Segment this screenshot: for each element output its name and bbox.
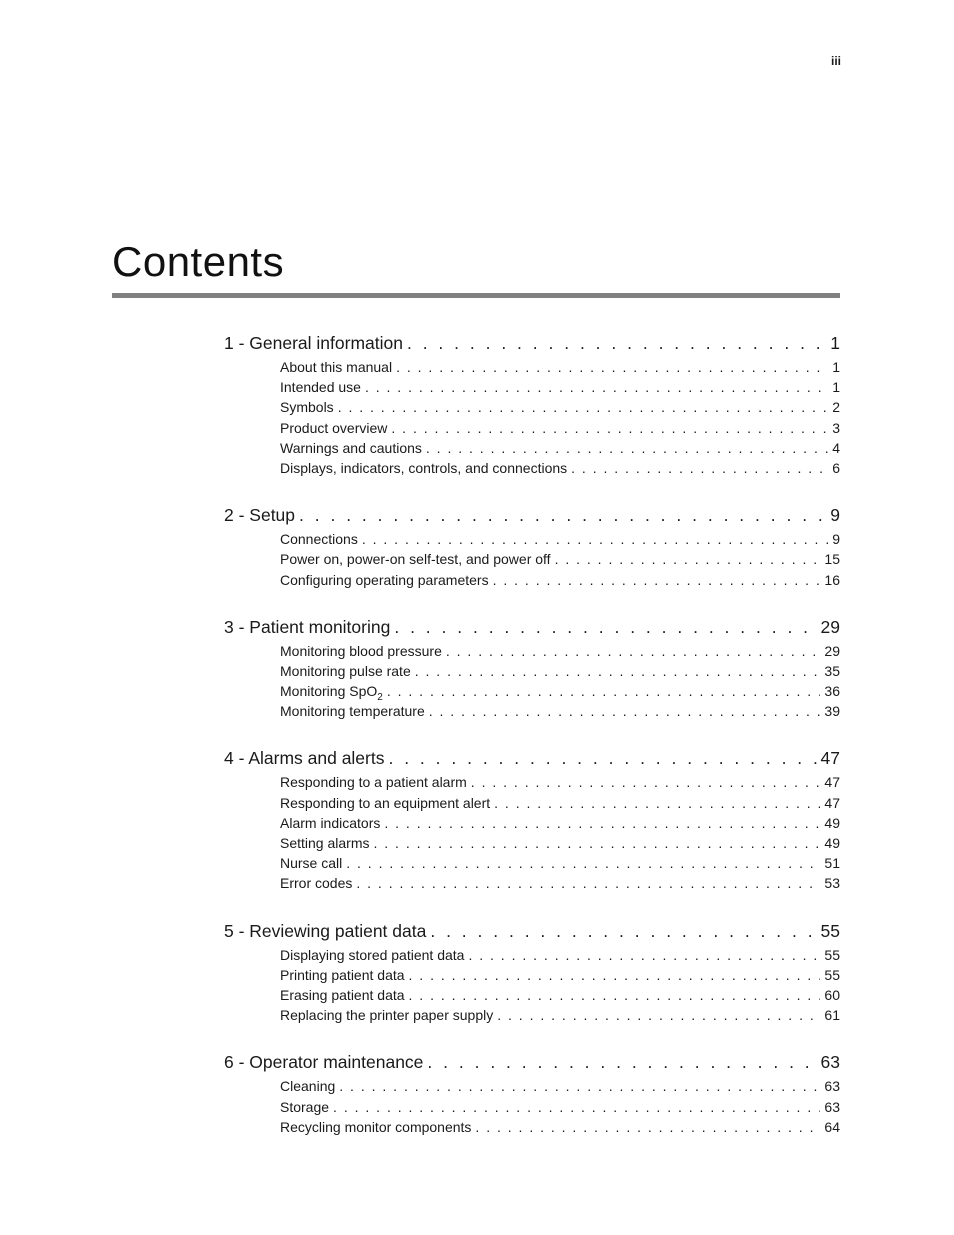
dot-leader: [365, 377, 828, 397]
page-number: iii: [830, 54, 841, 68]
toc-chapter-entry-label: 5 - Reviewing patient data: [224, 920, 427, 941]
dot-leader: [446, 641, 821, 661]
toc-section-entry-label: Setting alarms: [280, 835, 370, 851]
toc-chapter-entry[interactable]: [224, 502, 840, 529]
dot-leader: [346, 853, 820, 873]
toc-section-entry-label: Cleaning: [280, 1078, 336, 1095]
toc-section-entry-page: 55: [824, 946, 840, 963]
toc-section-entry[interactable]: [280, 772, 840, 792]
toc-section-entry-label: Monitoring pulse rate: [280, 662, 411, 679]
toc-section-entry-label: Nurse call: [280, 855, 343, 872]
toc-chapter: [224, 502, 840, 590]
dot-leader: [333, 1097, 820, 1117]
toc-section-entry-label: Responding to an equipment alert: [280, 794, 491, 811]
toc-section-entry[interactable]: [280, 529, 840, 549]
toc-section-entry-label: Displays, indicators, controls, and connections: [280, 459, 568, 476]
toc-section-entry[interactable]: [280, 549, 840, 569]
dot-leader: [384, 813, 820, 833]
dot-leader: [356, 873, 820, 893]
dot-leader: [394, 614, 816, 641]
toc-section-entry-label: Alarm indicators: [280, 814, 381, 831]
dot-leader: [339, 1076, 820, 1096]
dot-leader: [407, 330, 826, 357]
toc-section-entry[interactable]: [280, 813, 840, 833]
toc-chapter-entry[interactable]: [224, 918, 840, 945]
toc-chapter: [224, 918, 840, 1026]
toc-section-entry-label: Symbols: [280, 399, 334, 416]
toc-section-entry[interactable]: [280, 1097, 840, 1117]
toc-section-entry-page: 49: [824, 814, 840, 831]
toc-section-entry-label: Monitoring temperature: [280, 703, 425, 720]
dot-leader: [471, 772, 821, 792]
toc-section-entry[interactable]: [280, 853, 840, 873]
toc-section-entry-page: 4: [832, 439, 840, 456]
dot-leader: [387, 681, 821, 701]
toc-section-entry[interactable]: [280, 965, 840, 985]
dot-leader: [362, 529, 828, 549]
title-rule: [112, 293, 840, 298]
dot-leader: [427, 1049, 816, 1076]
toc-section-entry-page: 1: [832, 379, 840, 396]
toc-chapter-entry-label: 1 - General information: [224, 333, 403, 353]
dot-leader: [391, 418, 828, 438]
toc-section-entry-page: 60: [824, 986, 840, 1003]
toc-section-entry-page: 35: [824, 662, 840, 679]
toc-chapter-entry-label: 2 - Setup: [224, 505, 296, 526]
page-title: Contents: [112, 238, 285, 285]
toc-chapter-entry-page: 1: [830, 333, 840, 353]
toc-chapter-entry-label: 3 - Patient monitoring: [224, 616, 391, 637]
toc-section-entry-label: Displaying stored patient data: [280, 946, 465, 963]
toc-chapter-entry[interactable]: [224, 1049, 840, 1076]
toc-section-entry[interactable]: [280, 641, 840, 661]
toc-section-entry-page: 39: [824, 703, 840, 720]
toc-section-entry[interactable]: [280, 833, 840, 853]
dot-leader: [338, 397, 829, 417]
toc-chapter: [224, 614, 840, 722]
toc-section-entry-label: Monitoring blood pressure: [280, 642, 442, 659]
toc-section-entry-page: 3: [832, 419, 840, 436]
toc-section-entry-page: 47: [824, 774, 840, 791]
dot-leader: [429, 701, 821, 721]
toc-section-entry-label: Printing patient data: [280, 966, 405, 983]
dot-leader: [426, 438, 828, 458]
toc-chapter-entry[interactable]: [224, 330, 840, 357]
toc-chapter-entry-label: 6 - Operator maintenance: [224, 1052, 424, 1073]
dot-leader: [497, 1005, 820, 1025]
toc-section-entry-page: 47: [824, 794, 840, 811]
toc-section-entry-label: Connections: [280, 531, 358, 548]
toc-section-entry-page: 63: [824, 1078, 840, 1095]
toc-section-entry-label: Responding to a patient alarm: [280, 774, 467, 791]
toc-section-entry[interactable]: [280, 377, 840, 397]
toc-chapter-entry-page: 9: [830, 505, 840, 526]
dot-leader: [571, 458, 828, 478]
subscript: 2: [377, 691, 383, 703]
toc-section-entry-page: 2: [832, 399, 840, 416]
table-of-contents: [224, 330, 840, 1161]
toc-section-entry[interactable]: [280, 873, 840, 893]
toc-section-entry[interactable]: [280, 701, 840, 721]
toc-section-entry-label: About this manual: [280, 359, 393, 375]
toc-section-entry-page: 51: [824, 855, 840, 872]
toc-section-entry[interactable]: [280, 1076, 840, 1096]
toc-section-entry[interactable]: [280, 357, 840, 377]
toc-section-entry-page: 36: [824, 683, 840, 700]
toc-chapter-entry-label: 4 - Alarms and alerts: [224, 748, 385, 769]
dot-leader: [475, 1117, 820, 1137]
toc-chapter-entry-page: 29: [820, 616, 840, 637]
dot-leader: [494, 793, 820, 813]
dot-leader: [493, 570, 821, 590]
toc-section-entry-label: Configuring operating parameters: [280, 571, 489, 588]
toc-section-entry[interactable]: [280, 397, 840, 417]
toc-section-entry[interactable]: [280, 1005, 840, 1025]
toc-section-entry-label: Monitoring SpO$_2$: [280, 683, 383, 703]
toc-section-entry[interactable]: [280, 793, 840, 813]
toc-chapter-entry[interactable]: [224, 614, 840, 641]
toc-section-entry-page: 29: [824, 642, 840, 659]
toc-chapter-entry[interactable]: [224, 745, 840, 772]
toc-section-entry-page: 53: [824, 875, 840, 892]
toc-section-entry-label: Replacing the printer paper supply: [280, 1007, 494, 1024]
toc-section-entry-page: 55: [824, 966, 840, 983]
toc-section-entry[interactable]: [280, 681, 840, 701]
toc-section-entry-page: 64: [824, 1118, 840, 1135]
dot-leader: [555, 549, 821, 569]
dot-leader: [415, 661, 821, 681]
toc-section-entry-page: 61: [824, 1007, 840, 1024]
toc-section-entry-page: 6: [832, 459, 840, 476]
dot-leader: [388, 745, 816, 772]
dot-leader: [396, 357, 828, 377]
toc-chapter: [224, 1049, 840, 1137]
toc-section-entry[interactable]: [280, 438, 840, 458]
toc-section-entry-label: Erasing patient data: [280, 986, 405, 1003]
toc-chapter-entry-page: 47: [820, 748, 840, 769]
toc-section-entry-page: 15: [824, 551, 840, 568]
toc-section-entry-label: Error codes: [280, 875, 353, 892]
toc-section-entry[interactable]: [280, 985, 840, 1005]
toc-section-entry[interactable]: [280, 458, 840, 478]
toc-section-entry-label: Storage: [280, 1098, 330, 1115]
toc-section-entry-label: Product overview: [280, 419, 388, 436]
toc-section-entry-page: 1: [832, 359, 840, 375]
toc-section-entry-label: Recycling monitor components: [280, 1118, 472, 1135]
toc-section-entry[interactable]: [280, 661, 840, 681]
dot-leader: [409, 985, 821, 1005]
dot-leader: [468, 945, 820, 965]
toc-chapter-entry-page: 63: [820, 1052, 840, 1073]
dot-leader: [430, 918, 816, 945]
toc-chapter: [224, 745, 840, 893]
toc-section-entry-label: Intended use: [280, 379, 361, 396]
toc-section-entry[interactable]: [280, 945, 840, 965]
toc-section-entry[interactable]: [280, 1117, 840, 1137]
dot-leader: [409, 965, 821, 985]
toc-chapter-entry-page: 55: [820, 920, 840, 941]
toc-section-entry-page: 16: [824, 571, 840, 588]
toc-section-entry[interactable]: [280, 418, 840, 438]
toc-chapter: [224, 330, 840, 478]
toc-section-entry-page: 49: [824, 835, 840, 851]
toc-section-entry-page: 63: [824, 1098, 840, 1115]
toc-section-entry-label: Power on, power-on self-test, and power off: [280, 551, 551, 568]
toc-section-entry[interactable]: [280, 570, 840, 590]
toc-section-entry-page: 9: [832, 531, 840, 548]
dot-leader: [299, 502, 826, 529]
dot-leader: [373, 833, 820, 853]
toc-section-entry-label: Warnings and cautions: [280, 439, 422, 456]
